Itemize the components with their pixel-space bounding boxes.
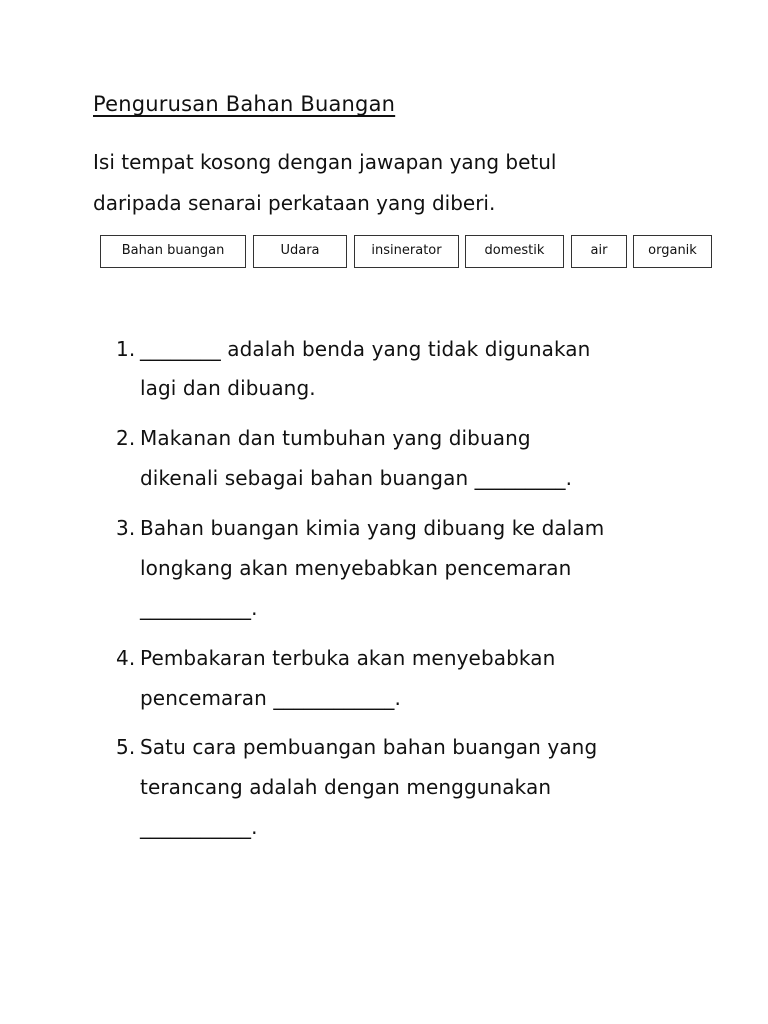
word-bank — [0, 235, 768, 270]
question-line: ___________. — [140, 596, 258, 620]
worksheet-title: Pengurusan Bahan Buangan — [93, 92, 396, 116]
question-line: Bahan buangan kimia yang dibuang ke dalam — [140, 516, 605, 540]
question-line: longkang akan menyebabkan pencemaran — [140, 556, 572, 580]
word-box-organik: organik — [633, 235, 712, 268]
instruction-line-1: Isi tempat kosong dengan jawapan yang betul — [93, 150, 557, 174]
word-box-air: air — [571, 235, 627, 268]
instruction-text — [93, 142, 713, 224]
question-line: ___________. — [140, 815, 258, 839]
question-line: terancang adalah dengan menggunakan — [140, 775, 552, 799]
question-number: 4. — [116, 646, 136, 670]
question-line: ________ adalah benda yang tidak digunakan — [140, 337, 591, 361]
question-line: Makanan dan tumbuhan yang dibuang — [140, 426, 531, 450]
question-line: pencemaran ____________. — [140, 686, 401, 710]
word-box-udara: Udara — [253, 235, 347, 268]
word-box-bahan-buangan: Bahan buangan — [100, 235, 246, 268]
question-number: 5. — [116, 735, 136, 759]
instruction-line-2: daripada senarai perkataan yang diberi. — [93, 191, 496, 215]
question-number: 2. — [116, 426, 136, 450]
question-line: dikenali sebagai bahan buangan _________. — [140, 466, 573, 490]
question-line: Satu cara pembuangan bahan buangan yang — [140, 735, 598, 759]
word-box-domestik: domestik — [465, 235, 564, 268]
question-line: Pembakaran terbuka akan menyebabkan — [140, 646, 556, 670]
question-number: 1. — [116, 337, 136, 361]
question-line: lagi dan dibuang. — [140, 376, 316, 400]
question-number: 3. — [116, 516, 136, 540]
word-box-insinerator: insinerator — [354, 235, 459, 268]
